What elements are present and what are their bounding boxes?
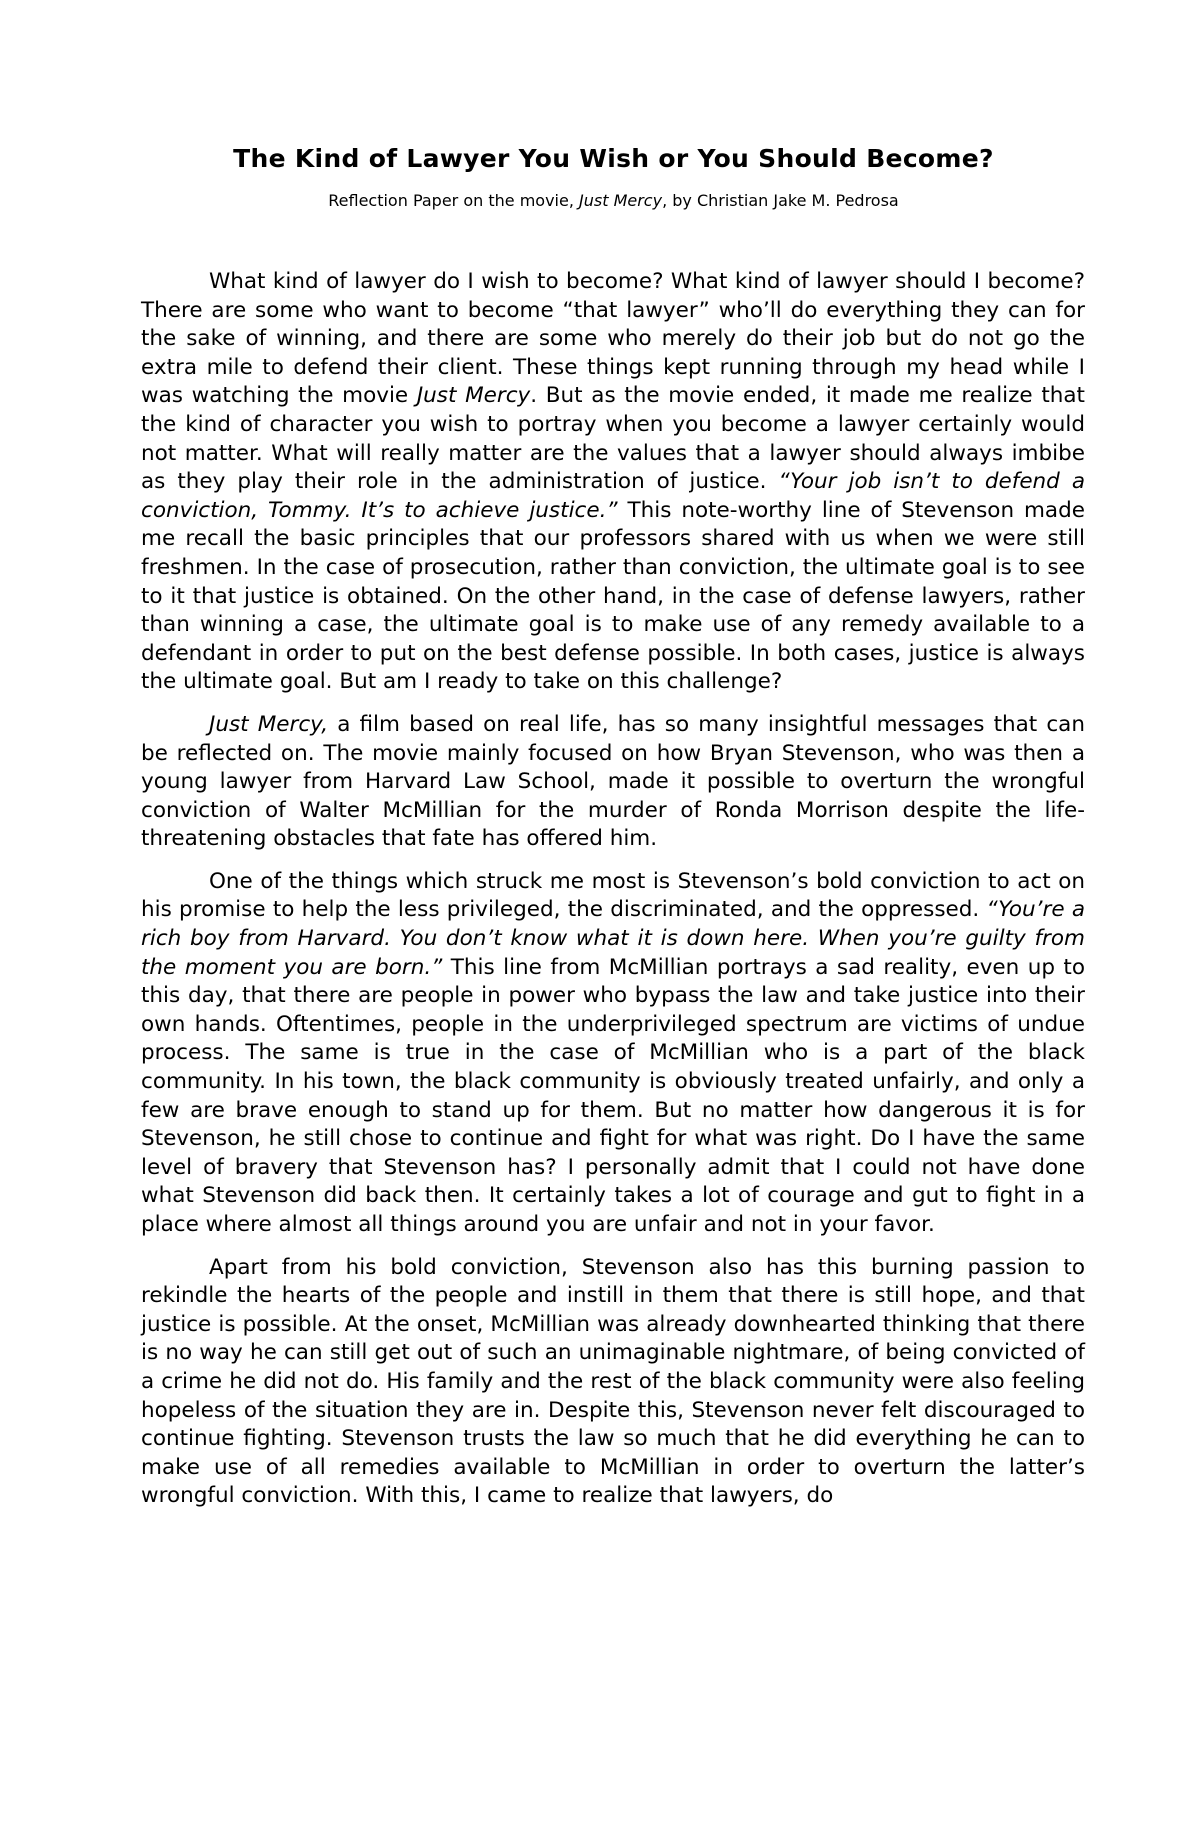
paragraph-3: [141, 868, 1085, 1240]
paragraph-3-quote: “You’re a rich boy from Harvard. You don’t know what it is down here. When you’re guilty from the moment you are born.”: [141, 897, 1085, 980]
subtitle-prefix: Reflection Paper on the movie,: [328, 191, 580, 210]
paragraph-2-movie-title: Just Mercy,: [209, 711, 329, 737]
paragraph-3-text-a: One of the things which struck me most is Stevenson’s bold conviction to act on his promise to help the less privileged, the discriminated, and the oppressed.: [141, 868, 1085, 923]
paragraph-4-text: Apart from his bold conviction, Stevenson also has this burning passion to rekindle the hearts of the people and instill in them that there is still hope, and that justice is possible. At the onset, McMillian was already downhearted thinking that there is no way he can still get out of such an unimaginable nightmare, of being convicted of a crime he did not do. His family and the rest of the black community were also feeling hopeless of the situation they are in. Despite this, Stevenson never felt discouraged to continue fighting. Stevenson trusts the law so much that he did everything he can to make use of all remedies available to McMillian in order to overturn the latter’s wrongful conviction. With this, I came to realize that lawyers, do: [141, 1254, 1085, 1509]
document-subtitle: [140, 190, 1087, 212]
paragraph-1-text-a: What kind of lawyer do I wish to become? What kind of lawyer should I become? There are some who want to become “that lawyer” who’ll do everything they can for the sake of winning, and there are some who merely do their job but do not go the extra mile to defend their client. These things kept running through my head while I was watching the movie: [141, 269, 1085, 409]
paragraph-2-text: a film based on real life, has so many insightful messages that can be reflected on. The movie mainly focused on how Bryan Stevenson, who was then a young lawyer from Harvard Law School, made it possible to overturn the wrongful conviction of Walter McMillian for the murder of Ronda Morrison despite the life-threatening obstacles that fate has offered him.: [141, 711, 1085, 852]
paragraph-2: [141, 711, 1085, 854]
paragraph-1-text-c: This note-worthy line of Stevenson made me recall the basic principles that our professors shared with us when we were still freshmen. In the case of prosecution, rather than conviction, the ultimate goal is to see to it that justice is obtained. On the other hand, in the case of defense lawyers, rather than winning a case, the ultimate goal is to make use of any remedy available to a defendant in order to put on the best defense possible. In both cases, justice is always the ultimate goal. But am I ready to take on this challenge?: [141, 497, 1085, 695]
paragraph-1: [141, 268, 1085, 697]
paragraph-1-movie-title: Just Mercy: [416, 383, 531, 409]
subtitle-movie-title: Just Mercy: [579, 191, 663, 210]
paragraph-3-text-b: This line from McMillian portrays a sad reality, even up to this day, that there are people in power who bypass the law and take justice into their own hands. Oftentimes, people in the underprivileged spectrum are victims of undue process. The same is true in the case of McMillian who is a part of the black community. In his town, the black community is obviously treated unfairly, and only a few are brave enough to stand up for them. But no matter how dangerous it is for Stevenson, he still chose to continue and fight for what was right. Do I have the same level of bravery that Stevenson has? I personally admit that I could not have done what Stevenson did back then. It certainly takes a lot of courage and gut to fight in a place where almost all things around you are unfair and not in your favor.: [141, 954, 1085, 1237]
document-title: The Kind of Lawyer You Wish or You Should Become?: [233, 144, 994, 173]
subtitle-suffix: , by Christian Jake M. Pedrosa: [662, 191, 899, 210]
paragraph-4: [141, 1254, 1085, 1511]
document-body: [141, 268, 1085, 1511]
paragraph-1-text-b: . But as the movie ended, it made me realize that the kind of character you wish to portray when you become a lawyer certainly would not matter. What will really matter are the values that a lawyer should always imbibe as they play their role in the administration of justice.: [141, 383, 1085, 495]
document-header: [140, 140, 1087, 212]
paragraph-1-quote: “Your job isn’t to defend a conviction, Tommy. It’s to achieve justice.”: [141, 469, 1085, 523]
